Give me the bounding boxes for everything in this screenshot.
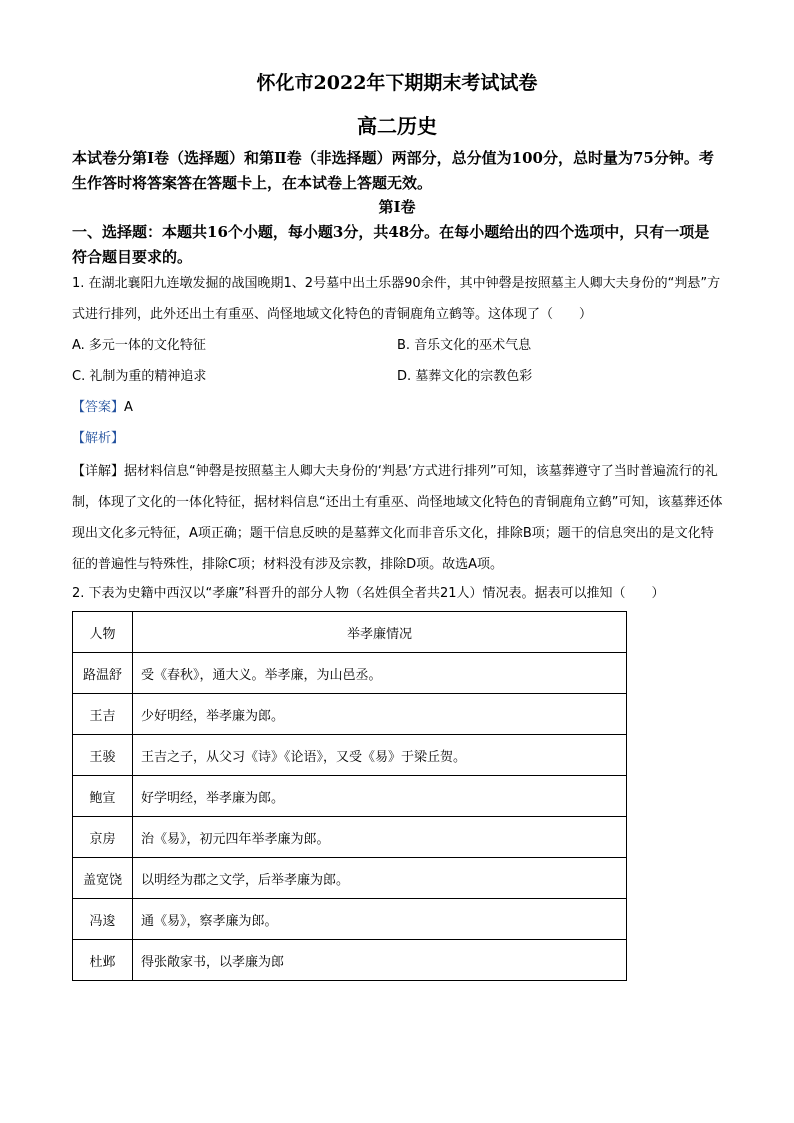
table-cell-person: 鲍宣	[73, 776, 133, 817]
table-row	[73, 694, 627, 735]
table-header-row	[73, 612, 627, 653]
table-row	[73, 817, 627, 858]
table-cell-detail: 受《春秋》，通大义。举孝廉，为山邑丞。	[133, 653, 627, 694]
table-cell-detail: 治《易》，初元四年举孝廉为郎。	[133, 817, 627, 858]
detail-label: 【详解】	[72, 464, 125, 479]
table-cell-person: 杜邺	[73, 940, 133, 981]
question-1-option-d: D. 墓葬文化的宗教色彩	[397, 369, 533, 384]
table-cell-detail: 得张敞家书，以孝廉为郎	[133, 940, 627, 981]
question-2-stem: 2. 下表为史籍中西汉以“孝廉”科晋升的部分人物（名姓俱全者共21人）情况表。据表可以推知（ ）	[72, 586, 665, 601]
analysis-label: 【解析】	[72, 431, 125, 446]
exam-title: 怀化市2022年下期期末考试试卷	[256, 72, 538, 94]
question-1-stem: 1. 在湖北襄阳九连墩发掘的战国晚期1、2号墓中出土乐器90余件，其中钟磬是按照墓主人卿大夫身份的“判悬”方式进行排列，此外还出土有重巫、尚怪地域文化特色的青铜鹿角立鹤等。这体现了（ ）	[72, 276, 721, 322]
table-cell-detail: 以明经为郡之文学，后举孝廉为郎。	[133, 858, 627, 899]
table-cell-person: 王骏	[73, 735, 133, 776]
table-row	[73, 735, 627, 776]
table-cell-person: 盖宽饶	[73, 858, 133, 899]
table-cell-detail: 王吉之子，从父习《诗》《论语》，又受《易》于梁丘贺。	[133, 735, 627, 776]
table-header-detail: 举孝廉情况	[133, 612, 627, 653]
table-row	[73, 899, 627, 940]
question-1-option-c: C. 礼制为重的精神追求	[72, 369, 207, 384]
table-cell-person: 王吉	[73, 694, 133, 735]
table-row	[73, 940, 627, 981]
exam-instructions: 本试卷分第Ⅰ卷（选择题）和第Ⅱ卷（非选择题）两部分，总分值为100分，总时量为75分钟。考生作答时将答案答在答题卡上，在本试卷上答题无效。	[72, 149, 714, 192]
table-cell-detail: 好学明经，举孝廉为郎。	[133, 776, 627, 817]
xiaolian-table	[72, 611, 627, 981]
table-row	[73, 776, 627, 817]
table-cell-person: 冯逡	[73, 899, 133, 940]
table-row	[73, 858, 627, 899]
detail-text: 据材料信息“钟磬是按照墓主人卿大夫身份的‘判悬’方式进行排列”可知，该墓葬遵守了当时普遍流行的礼制，体现了文化的一体化特征，据材料信息“还出土有重巫、尚怪地域文化特色的青铜鹿角立鹤”可知，该墓葬还体现出文化多元特征，A项正确；题干信息反映的是墓葬文化而非音乐文化，排除B项；题干的信息突出的是文化特征的普遍性与特殊性，排除C项；材料没有涉及宗教，排除D项。故选A项。	[72, 464, 723, 572]
table-cell-detail: 通《易》，察孝廉为郎。	[133, 899, 627, 940]
question-1-option-a: A. 多元一体的文化特征	[72, 338, 206, 353]
answer-line	[72, 398, 133, 418]
part1-instructions: 一、选择题：本题共16个小题，每小题3分，共48分。在每小题给出的四个选项中，只有一项是符合题目要求的。	[72, 223, 710, 266]
table-row	[73, 653, 627, 694]
analysis-line	[72, 429, 124, 449]
table-cell-person: 路温舒	[73, 653, 133, 694]
detail-explanation	[72, 456, 724, 580]
subject-title: 高二历史	[357, 114, 437, 138]
section-title: 第Ⅰ卷	[378, 198, 416, 216]
answer-value: A	[124, 400, 133, 415]
answer-label: 【答案】	[72, 400, 125, 415]
table-cell-detail: 少好明经，举孝廉为郎。	[133, 694, 627, 735]
table-cell-person: 京房	[73, 817, 133, 858]
table-header-person: 人物	[73, 612, 133, 653]
question-1-option-b: B. 音乐文化的巫术气息	[397, 338, 532, 353]
